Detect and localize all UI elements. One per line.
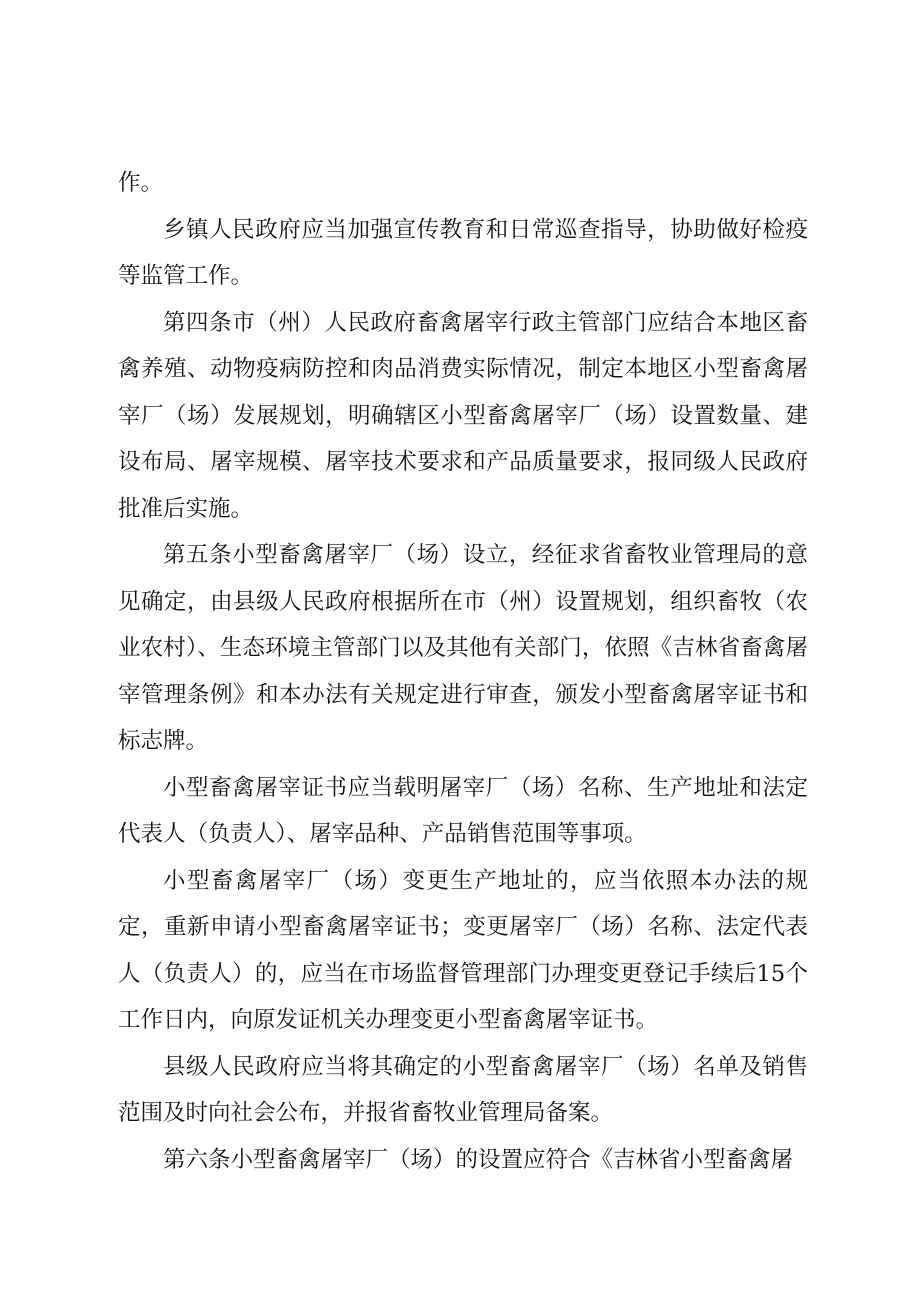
paragraph-township-duties: 乡镇人民政府应当加强宣传教育和日常巡查指导，协助做好检疫等监管工作。 [118,216,808,289]
paragraph-continuation: 作。 [118,170,164,196]
paragraph-publication: 县级人民政府应当将其确定的小型畜禽屠宰厂（场）名单及销售范围及时向社会公布，并报省畜牧业管理局备案。 [118,1053,808,1126]
paragraph-article-5: 第五条小型畜禽屠宰厂（场）设立，经征求省畜牧业管理局的意见确定，由县级人民政府根据所在市（州）设置规划，组织畜牧（农业农村）、生态环境主管部门以及其他有关部门，依照《吉林省畜禽屠宰管理条例》和本办法有关规定进行审查，颁发小型畜禽屠宰证书和标志牌。 [118,542,808,754]
paragraph-article-4: 第四条市（州）人民政府畜禽屠宰行政主管部门应结合本地区畜禽养殖、动物疫病防控和肉品消费实际情况，制定本地区小型畜禽屠宰厂（场）发展规划，明确辖区小型畜禽屠宰厂（场）设置数量、建设布局、屠宰规模、屠宰技术要求和产品质量要求，报同级人民政府批准后实施。 [118,309,808,522]
document-body [118,160,808,1183]
paragraph-certificate-contents: 小型畜禽屠宰证书应当载明屠宰厂（场）名称、生产地址和法定代表人（负责人）、屠宰品种、产品销售范围等事项。 [118,774,808,847]
paragraph-article-6: 第六条小型畜禽屠宰厂（场）的设置应符合《吉林省小型畜禽屠 [163,1146,794,1173]
paragraph-certificate-changes: 小型畜禽屠宰厂（场）变更生产地址的，应当依照本办法的规定，重新申请小型畜禽屠宰证书；变更屠宰厂（场）名称、法定代表人（负责人）的，应当在市场监督管理部门办理变更登记手续后15个工作日内，向原发证机关办理变更小型畜禽屠宰证书。 [118,867,808,1033]
